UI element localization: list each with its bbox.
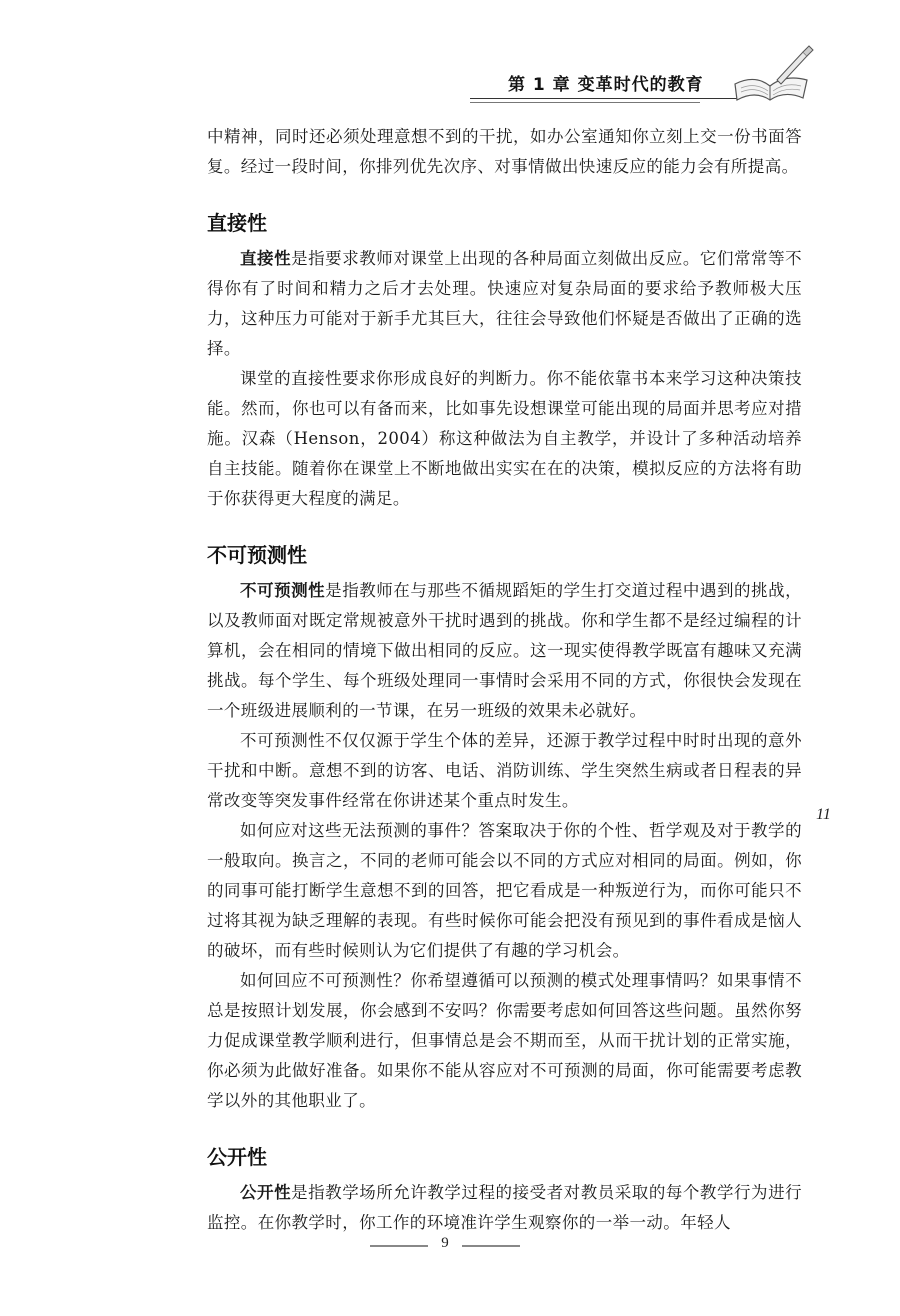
footer-rule-right — [462, 1245, 520, 1247]
chapter-title: 第 1 章 变革时代的教育 — [508, 75, 704, 95]
paragraph: 课堂的直接性要求你形成良好的判断力。你不能依靠书本来学习这种决策技能。然而，你也可以有备而来，比如事先设想课堂可能出现的局面并思考应对措施。汉森（Henson，2004）称这种做法为自主教学，并设计了多种活动培养自主技能。随着你在课堂上不断地做出实实在在的决策，模拟反应的方法将有助于你获得更大程度的满足。 — [207, 369, 802, 508]
paragraph: 如何回应不可预测性？你希望遵循可以预测的模式处理事情吗？如果事情不总是按照计划发展，你会感到不安吗？你需要考虑如何回答这些问题。虽然你努力促成课堂教学顺利进行，但事情总是会不期而至，从而干扰计划的正常实施，你必须为此做好准备。如果你不能从容应对不可预测的局面，你可能需要考虑教学以外的其他职业了。 — [207, 971, 802, 1110]
footer-rule-left — [370, 1245, 428, 1247]
paragraph: 不可预测性不仅仅源于学生个体的差异，还源于教学过程中时时出现的意外干扰和中断。意想不到的访客、电话、消防训练、学生突然生病或者日程表的异常改变等突发事件经常在你讲述某个重点时发生。 — [207, 731, 802, 810]
margin-page-number: 11 — [816, 806, 831, 823]
paragraph: 如何应对这些无法预测的事件？答案取决于你的个性、哲学观及对于教学的一般取向。换言之，不同的老师可能会以不同的方式应对相同的局面。例如，你的同事可能打断学生意想不到的回答，把它看成是一种叛逆行为，而你可能只不过将其视为缺乏理解的表现。有些时候你可能会把没有预见到的事件看成是恼人的破坏，而有些时候则认为它们提供了有趣的学习机会。 — [207, 821, 802, 960]
paragraph-text: 是指要求教师对课堂上出现的各种局面立刻做出反应。它们常常等不得你有了时间和精力之后才去处理。快速应对复杂局面的要求给予教师极大压力，这种压力可能对于新手尤其巨大，往往会导致他们怀疑是否做出了正确的选择。 — [207, 249, 803, 358]
paragraph-text: 是指教学场所允许教学过程的接受者对教员采取的每个教学行为进行监控。在你教学时，你工作的环境准许学生观察你的一举一动。年轻人 — [207, 1183, 803, 1232]
section-heading: 不可预测性 — [207, 543, 307, 567]
paragraph — [207, 1178, 802, 1238]
section-heading: 直接性 — [207, 211, 267, 235]
page-number: 9 — [441, 1235, 449, 1251]
main-text — [207, 122, 802, 1238]
intro-paragraph: 中精神，同时还必须处理意想不到的干扰，如办公室通知你立刻上交一份书面答复。经过一段时间，你排列优先次序、对事情做出快速反应的能力会有所提高。 — [207, 127, 802, 176]
paragraph — [207, 576, 802, 726]
header-rule — [470, 98, 740, 99]
open-book-icon — [725, 44, 815, 108]
header-rule-thin — [470, 102, 700, 103]
paragraph-text: 是指教师在与那些不循规蹈矩的学生打交道过程中遇到的挑战，以及教师面对既定常规被意外干扰时遇到的挑战。你和学生都不是经过编程的计算机，会在相同的情境下做出相同的反应。这一现实使得教学既富有趣味又充满挑战。每个学生、每个班级处理同一事情时会采用不同的方式，你很快会发现在一个班级进展顺利的一节课，在另一班级的效果未必就好。 — [207, 581, 802, 720]
running-header — [470, 58, 810, 100]
section-heading: 公开性 — [207, 1145, 267, 1169]
page-footer — [370, 1235, 520, 1255]
keyword: 不可预测性 — [240, 581, 326, 600]
paragraph — [207, 244, 802, 364]
keyword: 公开性 — [240, 1183, 292, 1202]
keyword: 直接性 — [240, 249, 292, 268]
